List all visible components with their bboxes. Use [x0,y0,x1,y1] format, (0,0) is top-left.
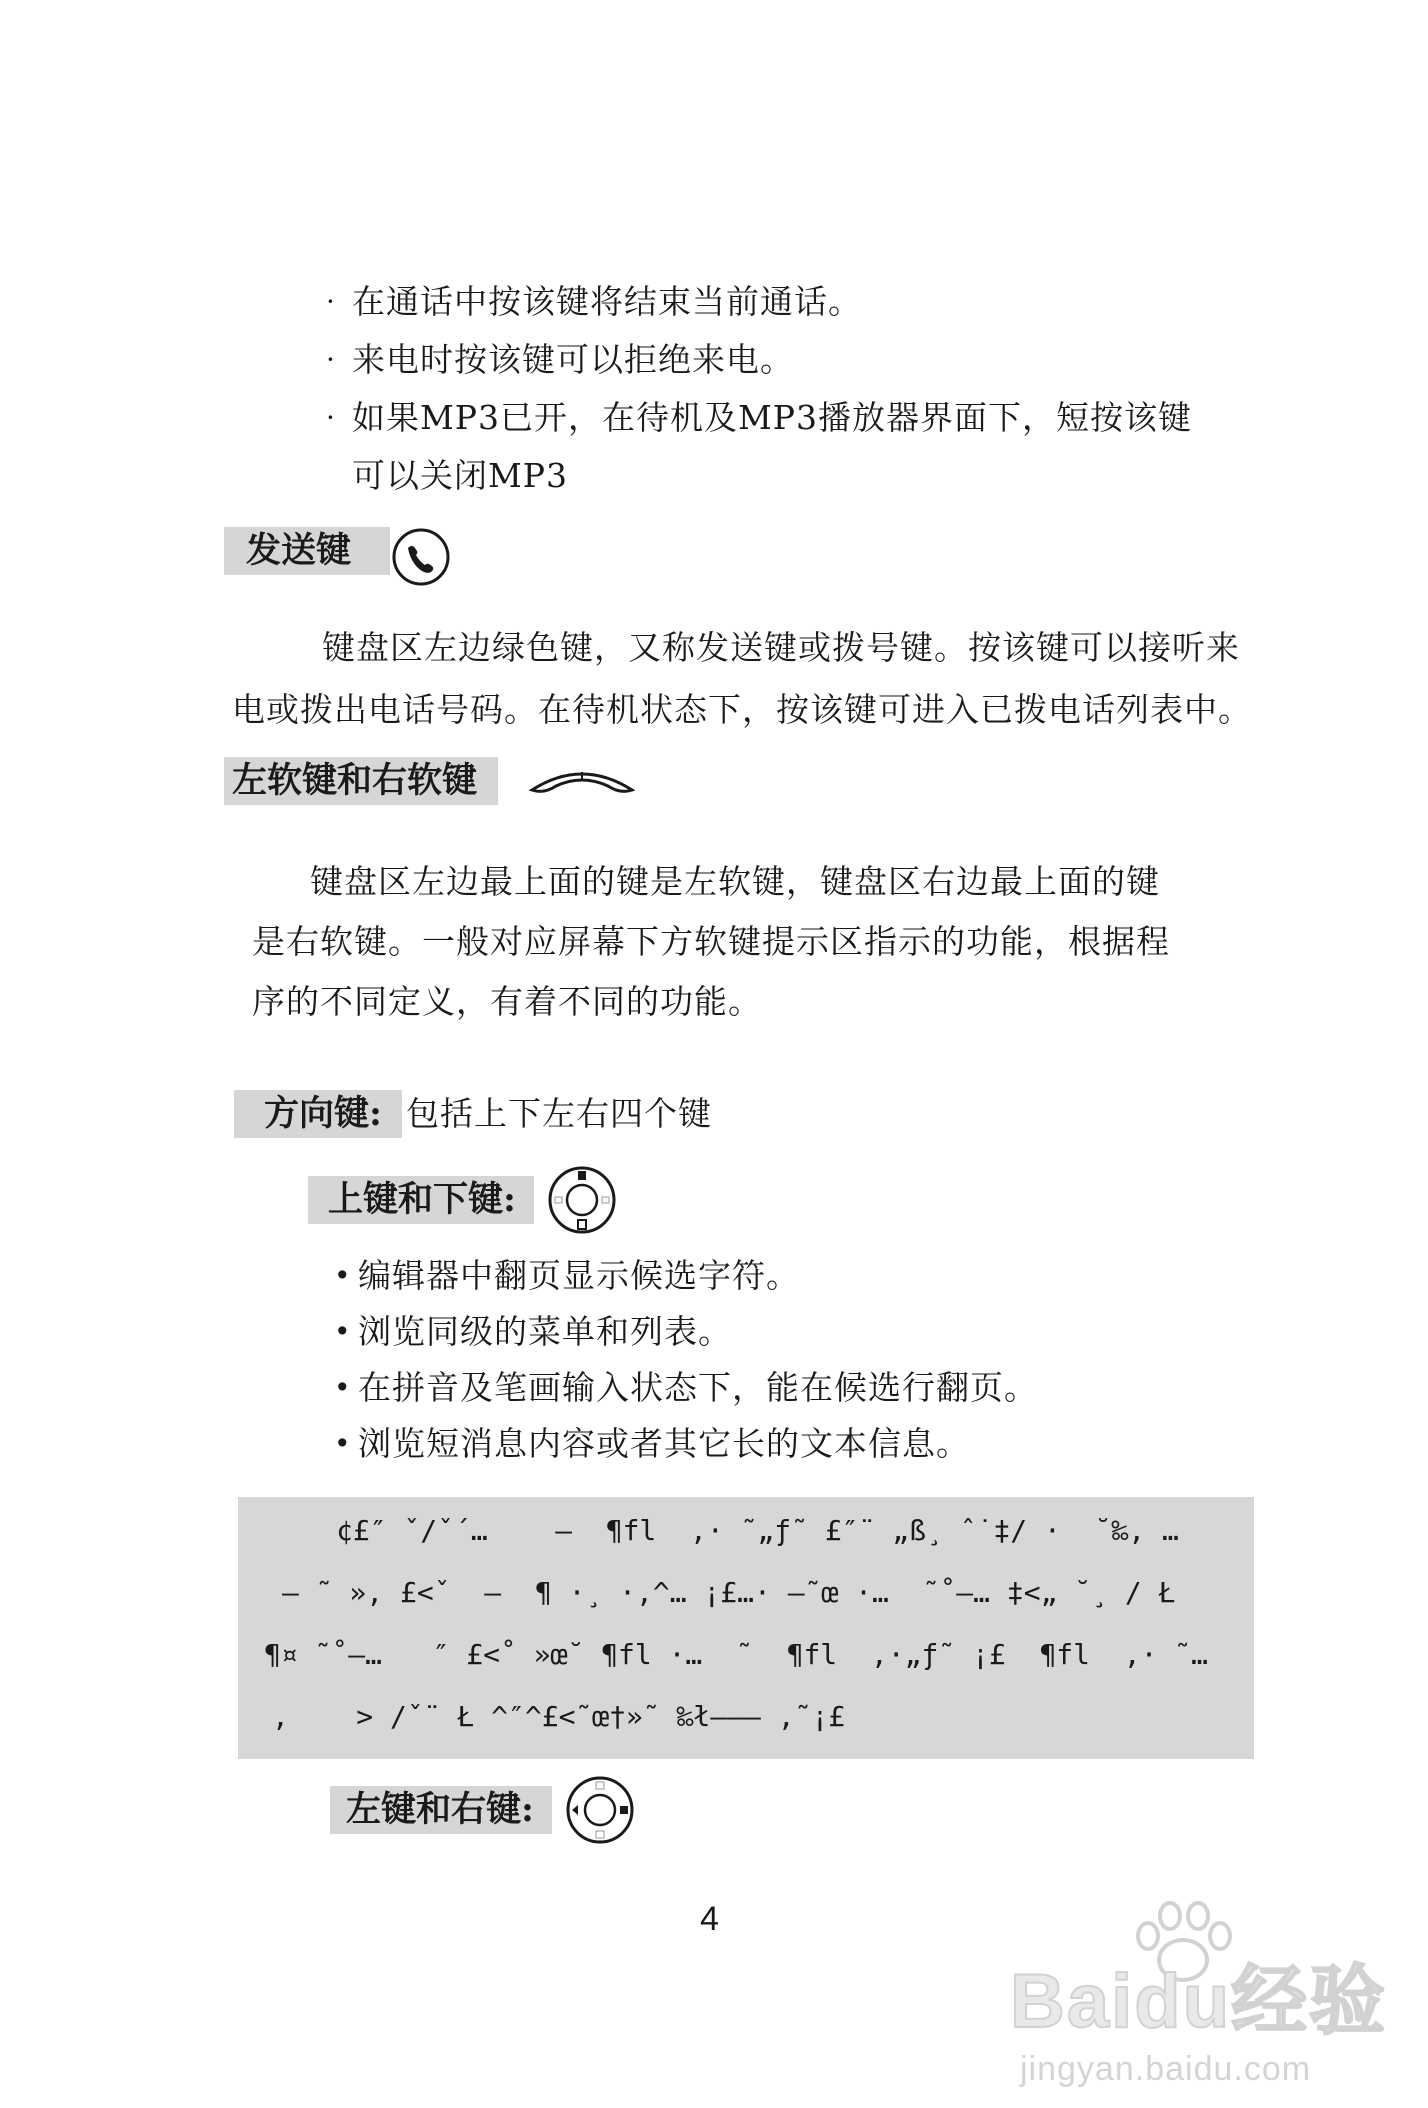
bullet-marker: • [334,1371,351,1404]
phone-call-icon [390,526,452,588]
note-box [238,1497,1254,1759]
bullet-end-call: 在通话中按该键将结束当前通话。 [352,282,862,321]
up-down-bullet-3: 在拼音及笔画输入状态下，能在候选行翻页。 [358,1368,1038,1407]
watermark-logo: Baidu经验 [1010,1959,1388,2044]
soft-key-icon [528,764,636,802]
bullet-marker: • [334,1315,351,1348]
send-key-heading [224,527,390,575]
send-key-paragraph-line2: 电或拨出电话号码。在待机状态下，按该键可进入已拨电话列表中。 [232,690,1252,729]
bullet-reject-call: 来电时按该键可以拒绝来电。 [352,340,794,379]
send-key-paragraph-line1: 键盘区左边绿色键，又称发送键或拨号键。按该键可以接听来 [322,628,1240,667]
soft-keys-paragraph-line3: 序的不同定义，有着不同的功能。 [252,982,762,1021]
bullet-marker: · [326,401,335,434]
soft-keys-heading [224,757,498,805]
nav-up-down-icon [546,1164,618,1236]
up-down-bullet-4: 浏览短消息内容或者其它长的文本信息。 [358,1424,970,1463]
note-line: , > /ˇ¨ Ł ^″^£<˜œ†»˜ ‰ł——— ,˜¡£ [272,1700,846,1733]
send-key-title: 发送键 [246,530,352,571]
up-down-bullet-2: 浏览同级的菜单和列表。 [358,1312,732,1351]
bullet-marker: • [334,1427,351,1460]
soft-keys-paragraph-line1: 键盘区左边最上面的键是左软键，键盘区右边最上面的键 [310,862,1160,901]
up-down-keys-title: 上键和下键: [328,1179,516,1220]
direction-keys-heading [234,1090,402,1138]
page-number: 4 [700,1900,719,1938]
nav-left-right-icon [564,1774,636,1846]
direction-keys-description: 包括上下左右四个键 [406,1094,712,1133]
bullet-marker: · [326,285,335,318]
up-down-bullet-1: 编辑器中翻页显示候选字符。 [358,1256,800,1295]
note-line: — ˜ », £<ˇ – ¶ ·¸ ·,^… ¡£…· –˜œ ·… ˜˚–… ‡<„ ˘¸ / Ł [282,1576,1176,1609]
bullet-close-mp3-cont: 可以关闭MP3 [352,456,568,495]
soft-keys-paragraph-line2: 是右软键。一般对应屏幕下方软键提示区指示的功能，根据程 [252,922,1170,961]
left-right-keys-heading [330,1786,552,1834]
direction-keys-title: 方向键: [264,1093,382,1134]
watermark-url: jingyan.baidu.com [1020,2050,1312,2088]
up-down-keys-heading [308,1176,534,1224]
left-right-keys-title: 左键和右键: [346,1789,534,1830]
bullet-marker: • [334,1259,351,1292]
bullet-close-mp3: 如果MP3已开，在待机及MP3播放器界面下，短按该键 [352,398,1192,437]
note-line: ¶¤ ˜˚–… ″ £<˚ »œ˘ ¶fl ·… ˜ ¶fl ,·„ƒ˜ ¡£ ¶fl ,· ˜… [264,1638,1209,1671]
soft-keys-title: 左软键和右软键 [232,760,478,801]
note-line: ¢£″ ˇ/ˇ´… — ¶fl ,· ˜„ƒ˜ £″¨ „ß¸ ˆ˙‡/ · ˘‰, … [336,1514,1179,1547]
bullet-marker: · [326,343,335,376]
